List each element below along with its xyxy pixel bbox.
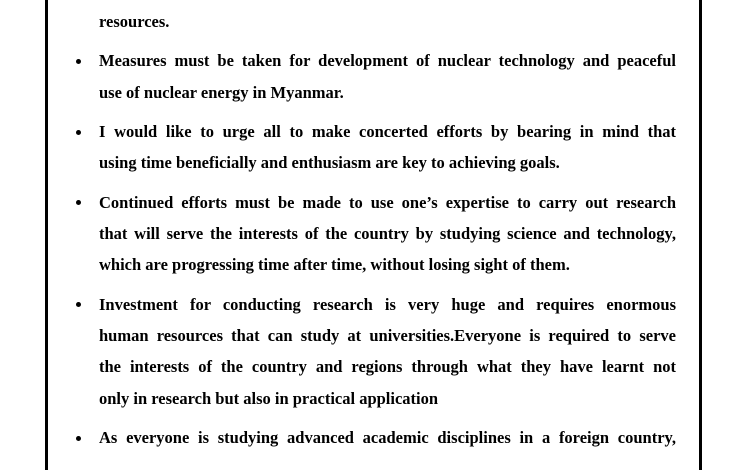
bullet-text-line: use of nuclear energy in Myanmar. [99,83,344,102]
bullet-text-line: which are progressing time after time, without losing sight of them. [99,255,570,274]
bullet-dot-icon [76,200,81,205]
bullet-text-line: the interests of the country and regions through what they have learnt not [99,357,676,376]
bullet-text-line: Measures must be taken for development of nuclear technology and peaceful [99,51,676,70]
bullet-text-line: Continued efforts must be made to use one’s expertise to carry out research [99,193,676,212]
bullet-text-line: Investment for conducting research is very huge and requires enormous [99,295,676,314]
bullet-text-line: As everyone is studying advanced academic disciplines in a foreign country, [99,428,676,447]
bullet-dot-icon [76,302,81,307]
bullet-dot-icon [76,59,81,64]
bullet-text-line: human resources that can study at universities.Everyone is required to serve [99,326,676,345]
bullet-text-line: resources. [99,12,170,31]
bullet-text-line: using time beneficially and enthusiasm are key to achieving goals. [99,153,560,172]
bullet-text-line: only in research but also in practical application [99,389,439,408]
bullet-text-line: I would like to urge all to make concerted efforts by bearing in mind that [99,122,676,141]
bullet-dot-icon [76,436,81,441]
bullet-dot-icon [76,130,81,135]
bullet-text-line: that will serve the interests of the country by studying science and technology, [99,224,676,243]
